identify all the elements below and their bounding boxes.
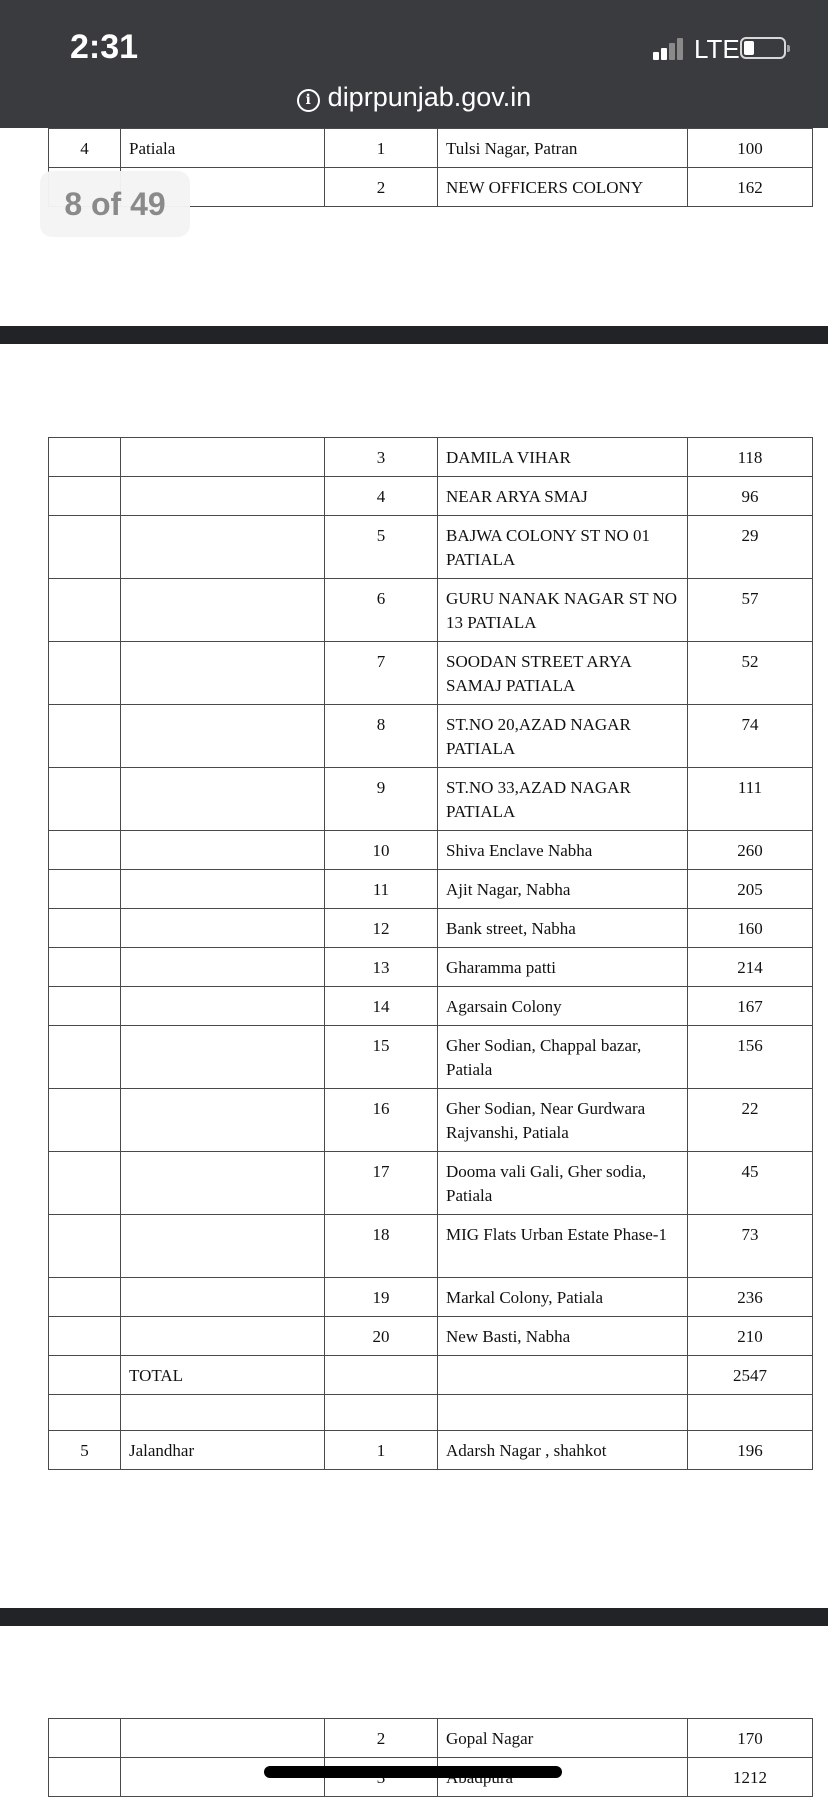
cell-no: 11: [325, 870, 438, 909]
cell-count: 100: [688, 129, 813, 168]
table-row: [49, 438, 813, 477]
clock: 2:31: [70, 28, 139, 66]
cell-sno: [49, 642, 121, 705]
cell-count: 45: [688, 1152, 813, 1215]
cell-count: [688, 1395, 813, 1431]
cell-no: 6: [325, 579, 438, 642]
page-separator: [0, 1608, 828, 1626]
cell-sno: [49, 1317, 121, 1356]
cell-district: Jalandhar: [121, 1431, 325, 1470]
cell-count: 57: [688, 579, 813, 642]
table-row: [49, 1089, 813, 1152]
cell-location: NEW OFFICERS COLONY: [438, 168, 688, 207]
cell-sno: [49, 1719, 121, 1758]
table-row: [49, 642, 813, 705]
cell-count: 236: [688, 1278, 813, 1317]
cell-location: MIG Flats Urban Estate Phase-1: [438, 1215, 688, 1278]
cell-no: 12: [325, 909, 438, 948]
battery-icon: [740, 37, 786, 59]
cell-location: Gher Sodian, Near Gurdwara Rajvanshi, Patiala: [438, 1089, 688, 1152]
cell-no: 14: [325, 987, 438, 1026]
status-bar: [0, 0, 828, 128]
cell-no: 2: [325, 1719, 438, 1758]
signal-icon: [653, 38, 689, 60]
cell-no: 5: [325, 516, 438, 579]
cell-sno: [49, 705, 121, 768]
table-row: [49, 579, 813, 642]
cell-sno: [49, 579, 121, 642]
cell-no: 3: [325, 438, 438, 477]
cell-count: 156: [688, 1026, 813, 1089]
pdf-table-page-main: [48, 437, 813, 1470]
cell-location: Dooma vali Gali, Gher sodia, Patiala: [438, 1152, 688, 1215]
page-indicator: 8 of 49: [40, 171, 190, 237]
cell-location: ST.NO 33,AZAD NAGAR PATIALA: [438, 768, 688, 831]
cell-sno: [49, 909, 121, 948]
table-row: [49, 1026, 813, 1089]
cell-count: 160: [688, 909, 813, 948]
cell-no: 10: [325, 831, 438, 870]
cell-no: [325, 1395, 438, 1431]
cell-district: [121, 1317, 325, 1356]
cell-location: SOODAN STREET ARYA SAMAJ PATIALA: [438, 642, 688, 705]
table-row: [49, 1356, 813, 1395]
url-text: diprpunjab.gov.in: [327, 82, 532, 112]
cell-location: [438, 1395, 688, 1431]
cell-count: 196: [688, 1431, 813, 1470]
cell-count: 52: [688, 642, 813, 705]
page-separator: [0, 326, 828, 344]
cell-location: Ajit Nagar, Nabha: [438, 870, 688, 909]
cell-count: 1212: [688, 1758, 813, 1797]
home-indicator[interactable]: [264, 1766, 562, 1778]
table-row: [49, 909, 813, 948]
cell-location: Markal Colony, Patiala: [438, 1278, 688, 1317]
cell-sno: [49, 1395, 121, 1431]
cell-sno: [49, 1152, 121, 1215]
cell-no: 20: [325, 1317, 438, 1356]
cell-sno: [49, 1215, 121, 1278]
cell-no: 19: [325, 1278, 438, 1317]
cell-count: 167: [688, 987, 813, 1026]
table-row: [49, 516, 813, 579]
cell-count: 260: [688, 831, 813, 870]
cell-location: Adarsh Nagar , shahkot: [438, 1431, 688, 1470]
cell-location: NEAR ARYA SMAJ: [438, 477, 688, 516]
cell-no: 13: [325, 948, 438, 987]
cell-no: 15: [325, 1026, 438, 1089]
cell-no: 9: [325, 768, 438, 831]
cell-no: 2: [325, 168, 438, 207]
cell-district: [121, 870, 325, 909]
cell-count: 118: [688, 438, 813, 477]
cell-district: [121, 831, 325, 870]
cell-sno: [49, 831, 121, 870]
cell-district: [121, 987, 325, 1026]
table-row: [49, 1719, 813, 1758]
cell-district: [121, 1278, 325, 1317]
cell-count: 96: [688, 477, 813, 516]
cell-sno: [49, 948, 121, 987]
cell-district: Patiala: [121, 129, 325, 168]
cell-district: [121, 948, 325, 987]
cell-count: 73: [688, 1215, 813, 1278]
table-row: [49, 831, 813, 870]
cell-sno: [49, 438, 121, 477]
cell-district: [121, 1026, 325, 1089]
cell-sno: [49, 870, 121, 909]
cell-sno: [49, 516, 121, 579]
cell-location: [438, 1356, 688, 1395]
cell-no: 7: [325, 642, 438, 705]
cell-count: 111: [688, 768, 813, 831]
cell-count: 210: [688, 1317, 813, 1356]
cell-district: [121, 438, 325, 477]
address-bar[interactable]: [0, 82, 828, 113]
cell-count: 214: [688, 948, 813, 987]
cell-count: 205: [688, 870, 813, 909]
table-row: [49, 1317, 813, 1356]
cell-district: [121, 909, 325, 948]
cell-sno: [49, 1026, 121, 1089]
cell-no: [325, 1356, 438, 1395]
table-row: [49, 768, 813, 831]
cell-sno: [49, 477, 121, 516]
cell-no: 1: [325, 1431, 438, 1470]
network-type: LTE: [694, 34, 740, 64]
table-row: [49, 477, 813, 516]
cell-count: 162: [688, 168, 813, 207]
cell-location: Gher Sodian, Chappal bazar, Patiala: [438, 1026, 688, 1089]
cell-no: 17: [325, 1152, 438, 1215]
table-row: [49, 1395, 813, 1431]
cell-count: 74: [688, 705, 813, 768]
cell-district: [121, 1152, 325, 1215]
table-row: [49, 948, 813, 987]
cell-location: Gopal Nagar: [438, 1719, 688, 1758]
cell-sno: 5: [49, 1431, 121, 1470]
cell-location: GURU NANAK NAGAR ST NO 13 PATIALA: [438, 579, 688, 642]
cell-no: 16: [325, 1089, 438, 1152]
cell-district: [121, 1395, 325, 1431]
cell-count: 29: [688, 516, 813, 579]
cell-sno: [49, 1089, 121, 1152]
cell-sno: [49, 1278, 121, 1317]
cell-district: [121, 579, 325, 642]
cell-count: 170: [688, 1719, 813, 1758]
cell-location: BAJWA COLONY ST NO 01 PATIALA: [438, 516, 688, 579]
table-row: [49, 705, 813, 768]
cell-sno: [49, 1356, 121, 1395]
cell-location: Agarsain Colony: [438, 987, 688, 1026]
cell-location: Shiva Enclave Nabha: [438, 831, 688, 870]
cell-location: ST.NO 20,AZAD NAGAR PATIALA: [438, 705, 688, 768]
table-row: [49, 129, 813, 168]
cell-no: 4: [325, 477, 438, 516]
cell-count: 2547: [688, 1356, 813, 1395]
cell-sno: [49, 768, 121, 831]
cell-location: New Basti, Nabha: [438, 1317, 688, 1356]
cell-sno: 4: [49, 129, 121, 168]
cell-sno: [49, 987, 121, 1026]
cell-location: Bank street, Nabha: [438, 909, 688, 948]
table-row: [49, 1152, 813, 1215]
table-row: [49, 987, 813, 1026]
cell-district: [121, 1089, 325, 1152]
cell-district: [121, 1719, 325, 1758]
table-row: [49, 1278, 813, 1317]
cell-district: [121, 1215, 325, 1278]
cell-district: [121, 516, 325, 579]
cell-sno: [49, 1758, 121, 1797]
cell-district: [121, 705, 325, 768]
cell-count: 22: [688, 1089, 813, 1152]
pdf-table-page-bottom: [48, 1718, 813, 1797]
cell-location: DAMILA VIHAR: [438, 438, 688, 477]
cell-district: [121, 477, 325, 516]
cell-district: [121, 642, 325, 705]
cell-district: [121, 768, 325, 831]
cell-district: TOTAL: [121, 1356, 325, 1395]
cell-no: 18: [325, 1215, 438, 1278]
table-row: [49, 870, 813, 909]
table-row: [49, 1215, 813, 1278]
cell-location: Gharamma patti: [438, 948, 688, 987]
table-row: [49, 1431, 813, 1470]
info-icon[interactable]: i: [297, 89, 320, 112]
cell-no: 8: [325, 705, 438, 768]
cell-no: 1: [325, 129, 438, 168]
cell-location: Tulsi Nagar, Patran: [438, 129, 688, 168]
